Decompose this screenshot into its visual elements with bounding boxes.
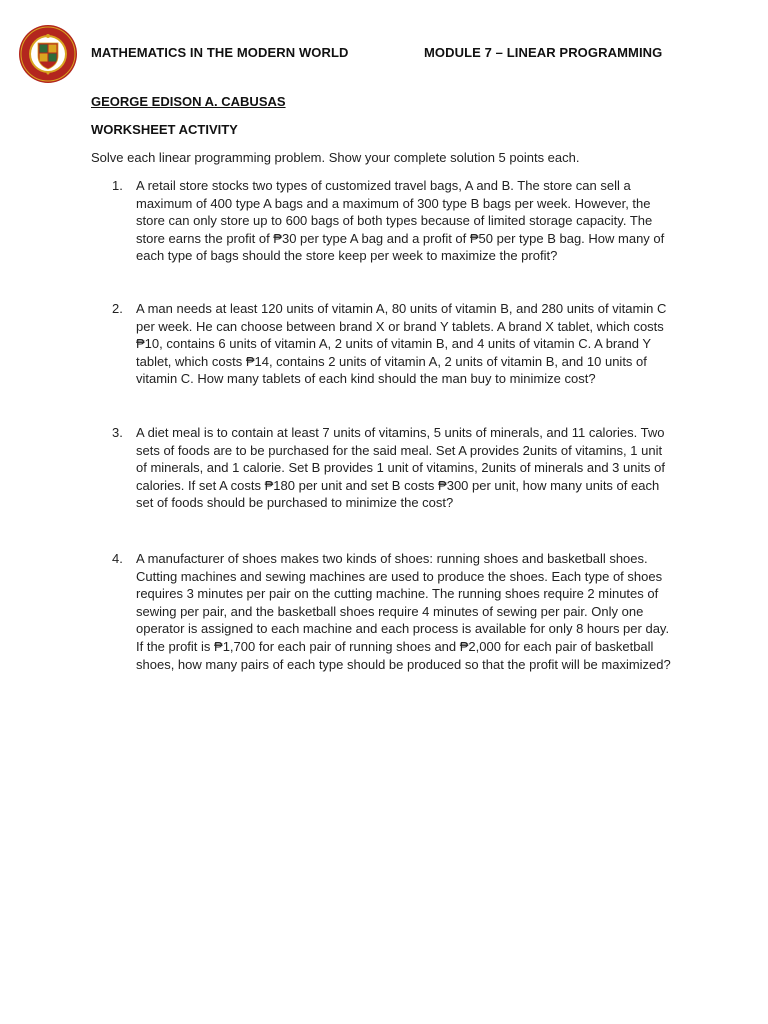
problem-item: [112, 300, 672, 388]
problem-item: [112, 550, 672, 673]
module-title: MODULE 7 – LINEAR PROGRAMMING: [424, 45, 663, 60]
university-seal-logo: [18, 24, 78, 84]
instructions: Solve each linear programming problem. Show your complete solution 5 points each.: [91, 150, 580, 165]
problem-text: A manufacturer of shoes makes two kinds of shoes: running shoes and basketball shoes. Cutting machines and sewing machines are used to produce the shoes. Each type of shoes requires 3 minutes per pair on the cutting machine. The running shoes require 2 minutes of sewing per pair, and the basketball shoes require 4 minutes of sewing per pair. Only one operator is assigned to each machine and each process is available for only 8 hours per day. If the profit is ₱1,700 for each pair of running shoes and ₱2,000 for each pair of basketball shoes, how many pairs of each type should be produced so that the profit will be maximized?: [136, 551, 671, 672]
problem-item: [112, 177, 672, 265]
student-name: GEORGE EDISON A. CABUSAS: [91, 94, 286, 109]
problem-item: [112, 424, 672, 512]
activity-title: WORKSHEET ACTIVITY: [91, 122, 238, 137]
problem-text: A retail store stocks two types of customized travel bags, A and B. The store can sell a maximum of 400 type A bags and a maximum of 300 type B bags per week. However, the store can only store up to 600 bags of both types because of limited storage capacity. The store earns the profit of ₱30 per type A bag and a profit of ₱50 per type B bag. How many of each type of bags should the store keep per week to maximize the profit?: [136, 178, 665, 264]
problem-text: A diet meal is to contain at least 7 units of vitamins, 5 units of minerals, and 11 calories. Two sets of foods are to be purchased for the said meal. Set A provides 2units of vitamins, 1 unit of minerals, and 1 calorie. Set B provides 1 unit of vitamins, 2units of minerals and 3 units of calories. If set A costs ₱180 per unit and set B costs ₱300 per unit, how many units of each set of foods should be purchased to minimize the cost?: [136, 425, 665, 511]
problem-number: 1.: [112, 178, 123, 193]
problem-number: 3.: [112, 425, 123, 440]
problem-number: 2.: [112, 301, 123, 316]
problem-text: A man needs at least 120 units of vitamin A, 80 units of vitamin B, and 280 units of vitamin C per week. He can choose between brand X or brand Y tablets. A brand X tablet, which costs ₱10, contains 6 units of vitamin A, 2 units of vitamin B, and 4 units of vitamin C. A brand Y tablet, which costs ₱14, contains 2 units of vitamin A, 2 units of vitamin B, and 10 units of vitamin C. How many tablets of each kind should the man buy to minimize cost?: [136, 301, 667, 387]
problem-number: 4.: [112, 551, 123, 566]
course-title: MATHEMATICS IN THE MODERN WORLD: [91, 45, 349, 60]
